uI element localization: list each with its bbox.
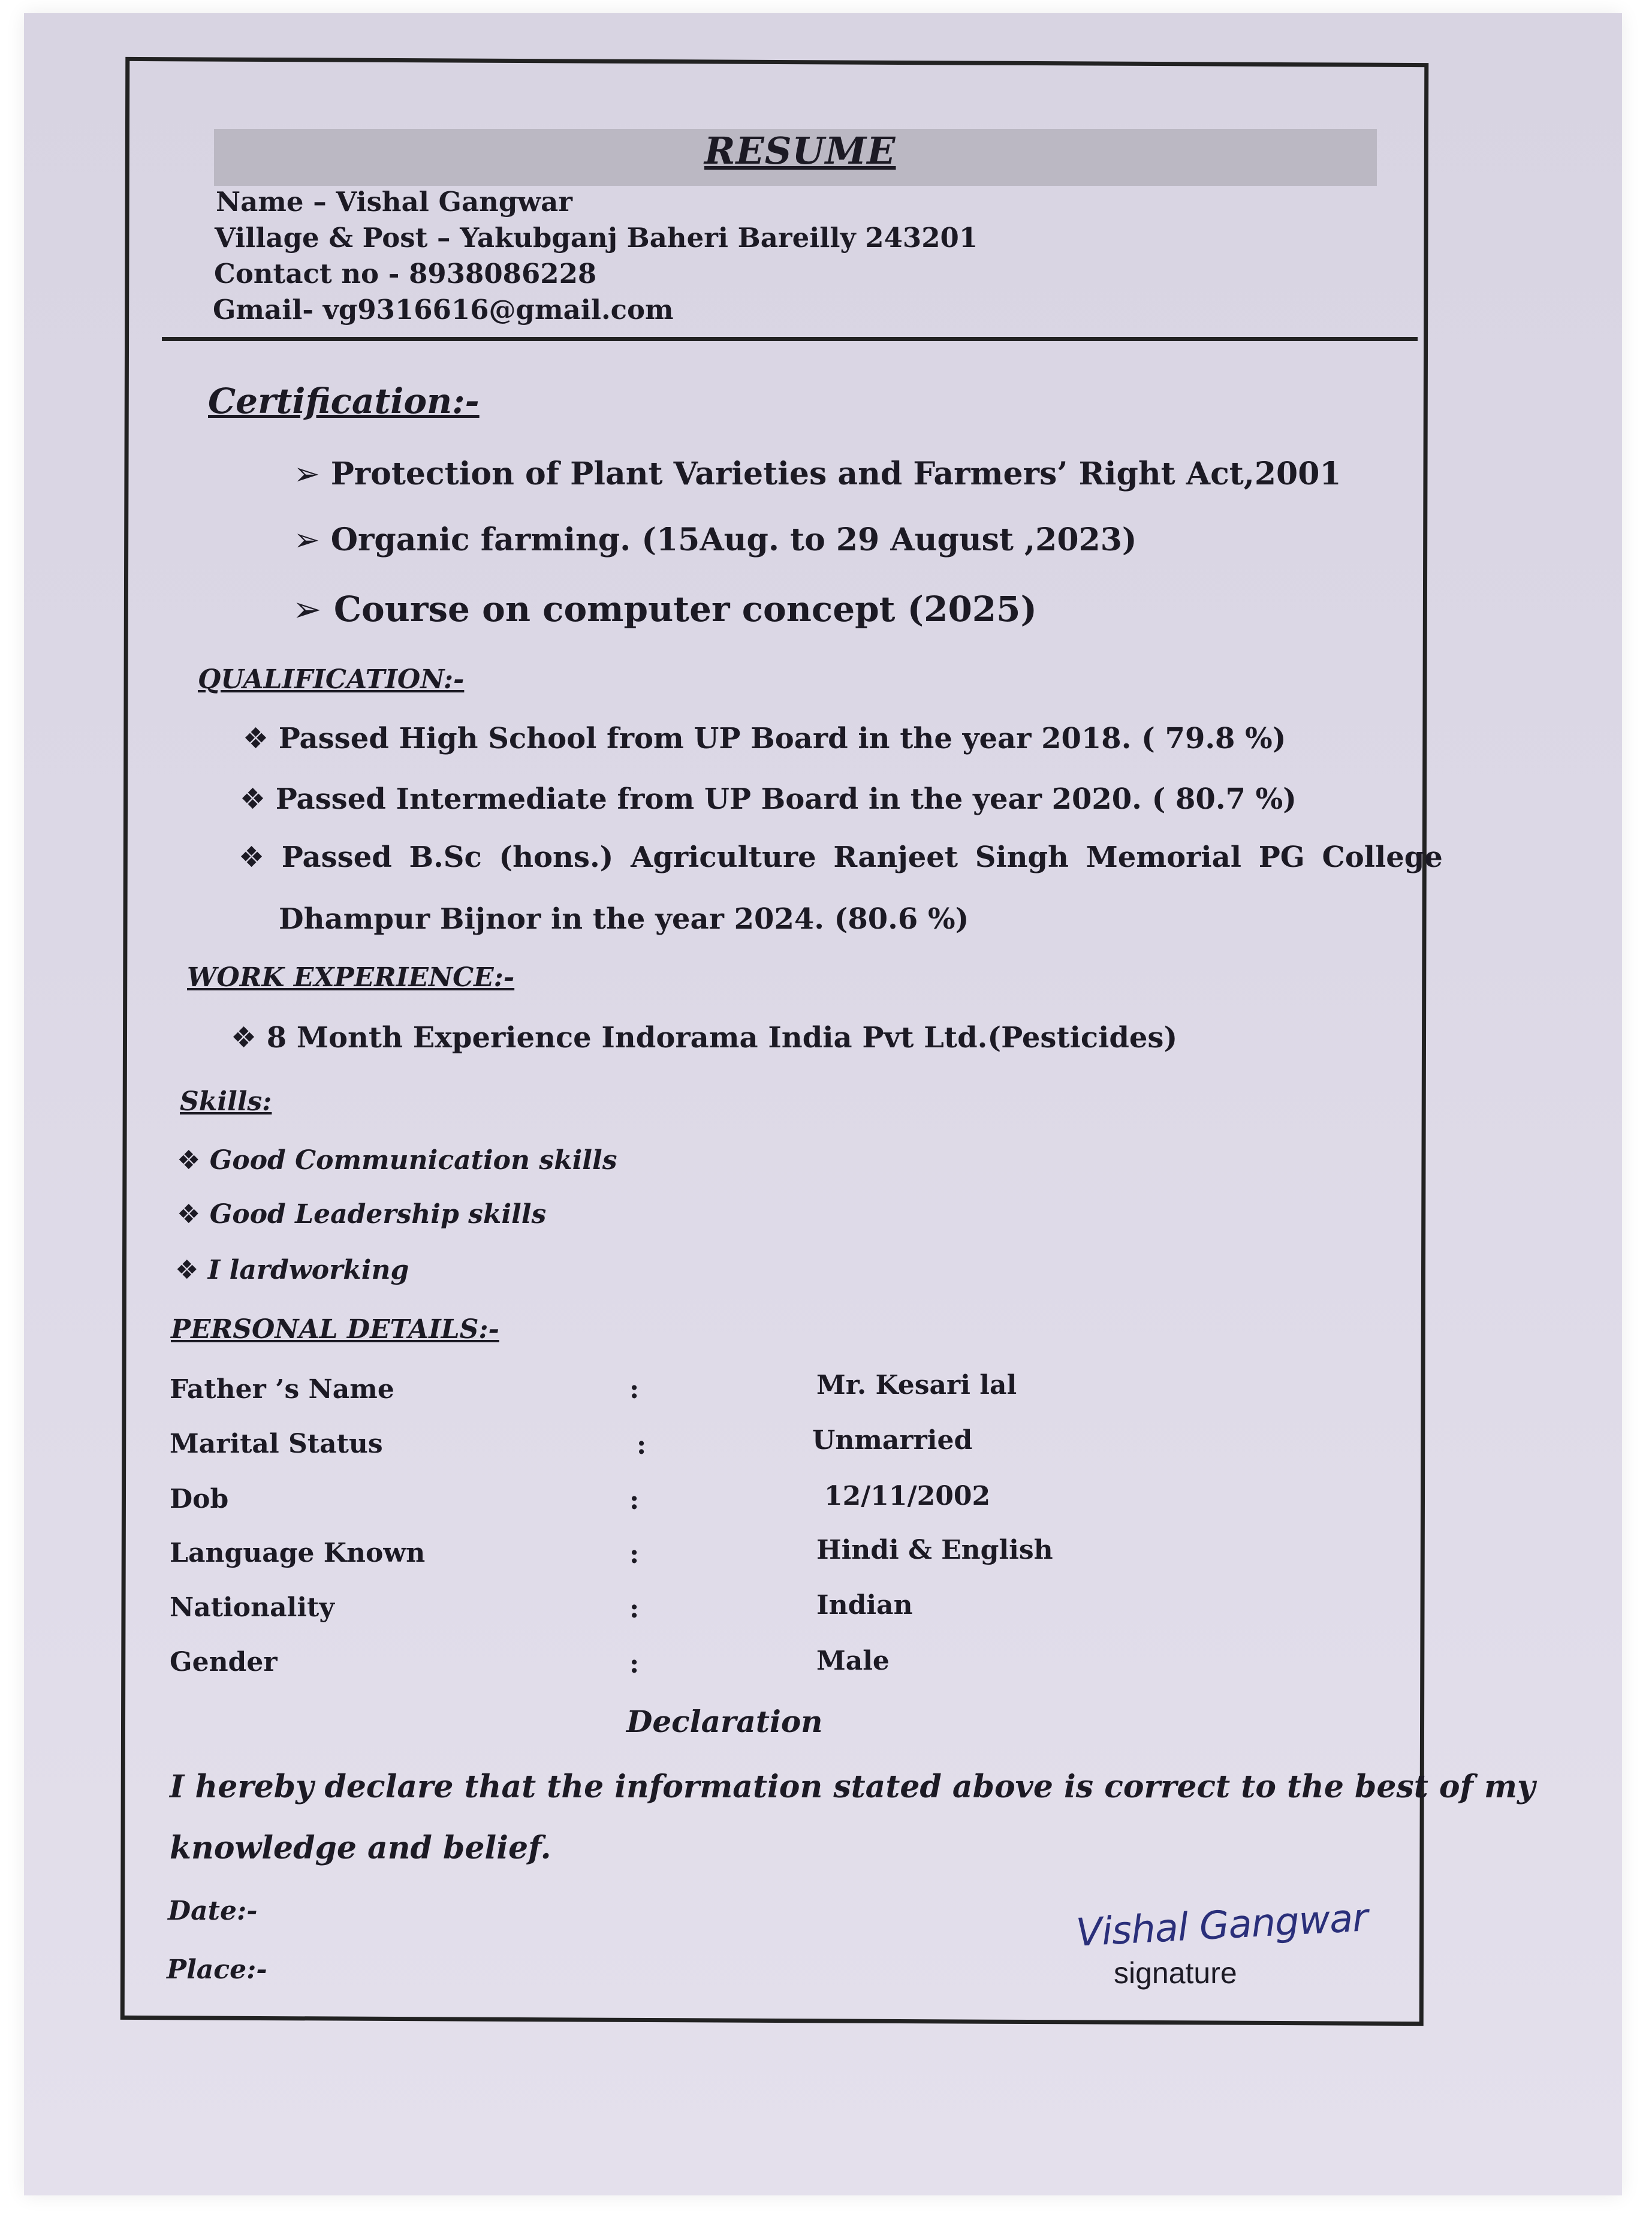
personal-detail-value: Hindi & English [816,1535,1053,1565]
diamond-bullet-icon: ❖ [240,782,266,816]
qualification-item [240,782,1297,816]
header-divider [162,337,1418,341]
personal-detail-separator: : [629,1485,640,1516]
diamond-bullet-icon: ❖ [175,1255,199,1285]
certification-heading: Certification:- [208,381,480,421]
personal-detail-separator: : [637,1430,647,1460]
skills-heading: Skills: [180,1086,272,1117]
personal-detail-label: Nationality [170,1592,334,1623]
personal-detail-label: Gender [170,1647,278,1677]
work-experience-item-text: 8 Month Experience Indorama India Pvt Ltd.(Pesticides) [266,1021,1178,1055]
personal-detail-value: Mr. Kesari lal [816,1370,1017,1400]
personal-detail-value: Unmarried [812,1425,973,1456]
personal-detail-label: Father ’s Name [170,1374,394,1405]
work-experience-heading: WORK EXPERIENCE:- [187,962,515,993]
signature-label: signature [1114,1956,1237,1990]
qualification-item-text: Passed High School from UP Board in the year 2018. ( 79.8 %) [278,722,1286,755]
personal-detail-value: Male [816,1646,890,1676]
declaration-heading: Declaration [626,1704,823,1739]
personal-detail-value: Indian [816,1590,913,1620]
qualification-item-continued: Dhampur Bijnor in the year 2024. (80.6 %) [279,902,969,936]
diamond-bullet-icon: ❖ [177,1145,201,1176]
diamond-bullet-icon: ❖ [239,841,265,874]
skill-item [177,1199,546,1230]
personal-detail-separator: : [629,1539,640,1570]
skill-item-text: Good Leadership skills [209,1199,547,1230]
qualification-item [239,841,1443,874]
diamond-bullet-icon: ❖ [243,722,269,755]
skill-item-text: Good Communication skills [209,1145,617,1176]
certification-item-text: Organic farming. (15Aug. to 29 August ,2023) [330,522,1137,558]
personal-detail-separator: : [629,1594,640,1624]
certification-item-text: Course on computer concept (2025) [333,589,1037,629]
contact-name: Name – Vishal Gangwar [216,186,572,218]
arrow-bullet-icon: ➢ [294,456,320,492]
arrow-bullet-icon: ➢ [293,589,322,629]
skill-item-text: I lardworking [207,1255,409,1285]
personal-detail-label: Dob [170,1484,229,1514]
declaration-line: knowledge and belief. [170,1830,551,1866]
diamond-bullet-icon: ❖ [177,1199,201,1230]
certification-item [294,456,1342,492]
work-experience-item [231,1021,1177,1055]
certification-item-text: Protection of Plant Varieties and Farmers’ Right Act,2001 [330,456,1342,492]
contact-email: Gmail- vg9316616@gmail.com [213,294,674,326]
date-label: Date:- [168,1896,258,1926]
place-label: Place:- [167,1954,267,1985]
certification-item [293,589,1037,629]
qualification-item-text: Passed B.Sc (hons.) Agriculture Ranjeet Singh Memorial PG College [281,841,1443,874]
personal-details-heading: PERSONAL DETAILS:- [171,1314,499,1345]
certification-item [294,522,1136,558]
arrow-bullet-icon: ➢ [294,522,320,558]
skill-item [175,1255,409,1285]
personal-detail-label: Language Known [170,1538,426,1568]
diamond-bullet-icon: ❖ [231,1021,257,1055]
resume-title: RESUME [704,129,896,173]
contact-phone: Contact no - 8938086228 [214,258,597,290]
personal-detail-separator: : [629,1374,640,1405]
personal-detail-label: Marital Status [170,1429,383,1459]
declaration-line: I hereby declare that the information stated above is correct to the best of my [170,1769,1536,1805]
contact-address: Village & Post – Yakubganj Baheri Bareilly 243201 [215,222,978,254]
personal-detail-separator: : [629,1649,640,1679]
qualification-item-text: Passed Intermediate from UP Board in the year 2020. ( 80.7 %) [275,782,1297,816]
handwritten-signature: Vishal Gangwar [1075,1896,1369,1956]
qualification-item [243,722,1286,755]
skill-item [177,1145,617,1176]
personal-detail-value: 12/11/2002 [824,1481,991,1511]
qualification-heading: QUALIFICATION:- [198,664,465,695]
